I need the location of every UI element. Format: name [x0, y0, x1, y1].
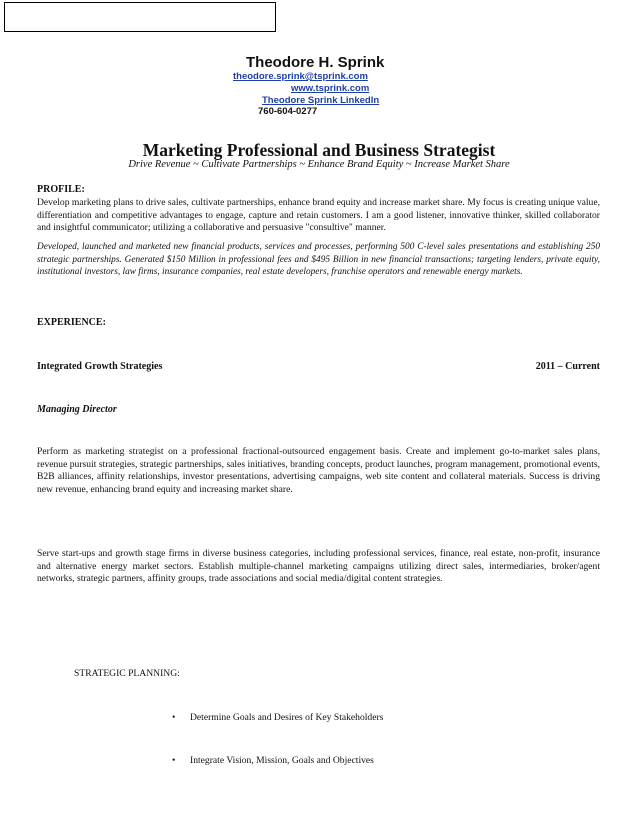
header-blank-box — [4, 2, 276, 32]
website-link[interactable]: www.tsprink.com — [291, 83, 370, 94]
resume-tagline: Drive Revenue ~ Cultivate Partnerships ~ Enhance Brand Equity ~ Increase Market Share — [128, 159, 510, 170]
email-link[interactable]: theodore.sprink@tsprink.com — [233, 71, 368, 82]
company-name: Integrated Growth Strategies — [37, 361, 163, 372]
profile-summary: Develop marketing plans to drive sales, cultivate partnerships, enhance brand equity and increase market share. My focus is creating unique value, differentiation and competitive advantages to engage, capture and retain customers. I am a good listener, innovative thinker, skilled collaborator and insightful communicator; utilizing a collaborative and persuasive "consultive" manner. — [37, 197, 600, 234]
list-item-text: Determine Goals and Desires of Key Stakeholders — [190, 712, 384, 723]
experience-heading: EXPERIENCE: — [37, 317, 106, 328]
linkedin-link[interactable]: Theodore Sprink LinkedIn — [262, 95, 380, 106]
job-title: Managing Director — [37, 404, 117, 415]
strategic-planning-heading: STRATEGIC PLANNING: — [74, 668, 180, 679]
resume-title: Marketing Professional and Business Strategist — [142, 140, 496, 160]
profile-achievements: Developed, launched and marketed new financial products, services and processes, performing 500 C-level sales presentations and establishing 250 strategic partnerships. Generated $150 Million in professional fees and $495 Billion in new financial transactions; targeting lenders, private equity, institutional investors, law firms, insurance companies, real estate developers, franchise operators and renewable energy markets. — [37, 242, 600, 278]
experience-paragraph-1: Perform as marketing strategist on a professional fractional-outsourced engagement basis. Create and implement go-to-market sales plans, revenue pursuit strategies, strategic partnerships, sales initiatives, branding concepts, product launches, program management, promotional events, B2B alliances, affinity relationships, investor presentations, advertising campaigns, web site content and collateral materials. Success is driving new revenue, enhancing brand equity and increasing market share. — [37, 446, 600, 495]
employment-dates: 2011 – Current — [535, 361, 600, 372]
profile-heading: PROFILE: — [37, 184, 85, 195]
phone-number: 760-604-0277 — [258, 106, 318, 117]
candidate-name: Theodore H. Sprink — [246, 54, 385, 71]
bullet-icon: • — [172, 712, 176, 723]
bullet-icon: • — [172, 755, 176, 766]
experience-paragraph-2: Serve start-ups and growth stage firms in diverse business categories, including professional services, finance, real estate, non-profit, insurance and alternative energy market sectors. Establish multiple-channel marketing campaigns utilizing direct sales, intermediaries, broker/agent networks, strategic partners, affinity groups, trade associations and social media/digital content strategies. — [37, 548, 600, 585]
list-item-text: Integrate Vision, Mission, Goals and Objectives — [190, 755, 374, 766]
